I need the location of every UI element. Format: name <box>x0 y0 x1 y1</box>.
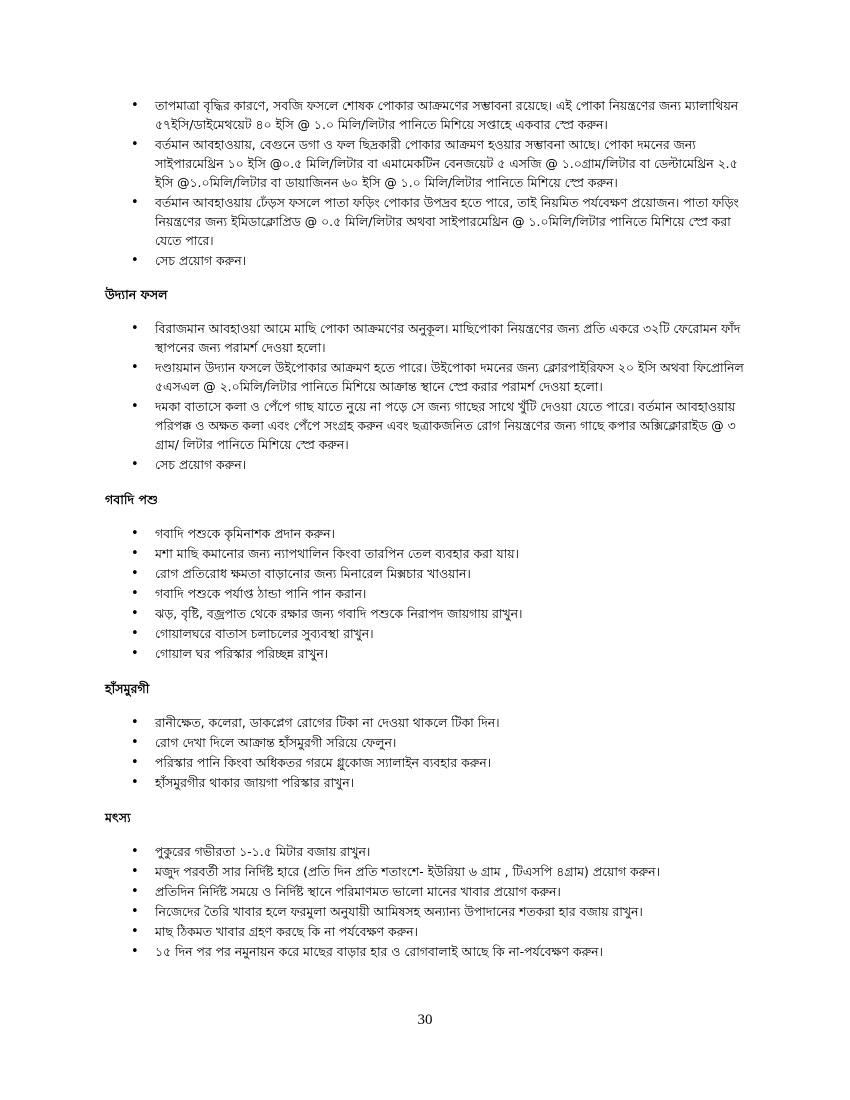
section-heading-livestock: গবাদি পশু <box>105 492 158 507</box>
list-item: • রোগ প্রতিরোধ ক্ষমতা বাড়ানোর জন্য মিনারেল মিক্সচার খাওয়ান। <box>155 564 745 583</box>
list-item: • দমকা বাতাসে কলা ও পেঁপে গাছ যাতে নুয়ে না পড়ে সে জন্য গাছের সাথে খুঁটি দেওয়া যেতে পারে। বর্তমান আবহাওয়ায় পরিপক্ক ও অক্ষত কলা এবং পেঁপে সংগ্রহ করুন এবং ছত্রাকজনিত রোগ নিয়ন্ত্রণের জন্য গাছে কপার অক্সিক্লোরাইড @ ৩ গ্রাম/ লিটার পানিতে মিশিয়ে স্প্রে করুন। <box>155 397 745 454</box>
list-item: • পরিস্কার পানি কিংবা অধিকতর গরমে গ্লুকোজ স্যালাইন ব্যবহার করুন। <box>155 753 745 772</box>
list-item: • প্রতিদিন নির্দিষ্ট সময়ে ও নির্দিষ্ট স্থানে পরিমাণমত ভালো মানের খাবার প্রয়োগ করুন। <box>155 882 745 901</box>
list-item: • বর্তমান আবহাওয়ায়, বেগুনে ডগা ও ফল ছিদ্রকারী পোকার আক্রমণ হওয়ার সম্ভাবনা আছে। পোকা দমনের জন্য সাইপারমেথ্রিন ১০ ইসি @০.৫ মিলি/লিটার বা এমামেকটিন বেনজয়েট ৫ এসজি @ ১.০গ্রাম/লিটার বা ডেল্টামেথ্রিন ২.৫ ইসি @১.০মিলি/লিটার বা ডায়াজিনন ৬০ ইসি @ ১.০ মিলি/লিটার পানিতে মিশিয়ে স্প্রে করুন। <box>155 135 745 192</box>
list-item: • তাপমাত্রা বৃদ্ধির কারণে, সবজি ফসলে শোষক পোকার আক্রমণের সম্ভাবনা রয়েছে। এই পোকা নিয়ন্ত্রণের জন্য ম্যালাথিয়ন ৫৭ইসি/ডাইমেথয়েট ৪০ ইসি @ ১.০ মিলি/লিটার পানিতে মিশিয়ে সপ্তাহে একবার স্প্রে করুন। <box>155 96 745 134</box>
list-item: • মাছ ঠিকমত খাবার গ্রহণ করছে কি না পর্যবেক্ষণ করুন। <box>155 922 745 941</box>
list-item: • গোয়ালঘরে বাতাস চলাচলের সুব্যবস্থা রাখুন। <box>155 624 745 643</box>
list-item: • মজুদ পরবর্তী সার নির্দিষ্ট হারে (প্রতি দিন প্রতি শতাংশে- ইউরিয়া ৬ গ্রাম , টিএসপি ৪গ্রাম) প্রয়োগ করুন। <box>155 862 745 881</box>
list-item: • রানীক্ষেত, কলেরা, ডাকপ্লেগ রোগের টিকা না দেওয়া থাকলে টিকা দিন। <box>155 713 745 732</box>
list-item: • মশা মাছি কমানোর জন্য ন্যাপথালিন কিংবা তারপিন তেল ব্যবহার করা যায়। <box>155 544 745 563</box>
horticulture-advice-list <box>0 319 850 474</box>
page-number: 30 <box>417 1012 433 1028</box>
vegetable-crop-advice-list <box>0 96 850 270</box>
poultry-advice-list <box>0 713 850 792</box>
list-item: • বিরাজমান আবহাওয়া আমে মাছি পোকা আক্রমণের অনুকূল। মাছিপোকা নিয়ন্ত্রণের জন্য প্রতি একরে ৩২টি ফেরোমন ফাঁদ স্থাপনের জন্য পরামর্শ দেওয়া হলো। <box>155 319 745 357</box>
list-item: • ১৫ দিন পর পর নমুনায়ন করে মাছের বাড়ার হার ও রোগবালাই আছে কি না-পর্যবেক্ষণ করুন। <box>155 942 745 961</box>
document-body <box>0 96 850 962</box>
fisheries-advice-list <box>0 842 850 961</box>
list-item: • সেচ প্রয়োগ করুন। <box>155 455 745 474</box>
list-item: • গবাদি পশুকে কৃমিনাশক প্রদান করুন। <box>155 524 745 543</box>
section-heading-horticulture: উদ্যান ফসল <box>105 287 168 302</box>
list-item: • হাঁসমুরগীর থাকার জায়গা পরিস্কার রাখুন। <box>155 773 745 792</box>
list-item: • নিজেদের তৈরি খাবার হলে ফরমুলা অনুযায়ী আমিষসহ অন্যান্য উপাদানের শতকরা হার বজায় রাখুন। <box>155 902 745 921</box>
section-heading-fisheries: মৎস্য <box>105 810 131 825</box>
list-item: • দণ্ডায়মান উদ্যান ফসলে উইপোকার আক্রমণ হতে পারে। উইপোকা দমনের জন্য ক্লোরপাইরিফস ২০ ইসি অথবা ফিপ্রোনিল ৫এসএল @ ২.০মিলি/লিটার পানিতে মিশিয়ে আক্রান্ত স্থানে স্প্রে করার পরামর্শ দেওয়া হলো। <box>155 358 745 396</box>
list-item: • বর্তমান আবহাওয়ায় ঢেঁড়স ফসলে পাতা ফড়িং পোকার উপদ্রব হতে পারে, তাই নিয়মিত পর্যবেক্ষণ প্রয়োজন। পাতা ফড়িং নিয়ন্ত্রণের জন্য ইমিডাক্লোপ্রিড @ ০.৫ মিলি/লিটার অথবা সাইপারমেথ্রিন @ ১.০মিলি/লিটার পানিতে মিশিয়ে স্প্রে করা যেতে পারে। <box>155 193 745 250</box>
list-item: • ঝড়, বৃষ্টি, বজ্রপাত থেকে রক্ষার জন্য গবাদি পশুকে নিরাপদ জায়গায় রাখুন। <box>155 604 745 623</box>
list-item: • পুকুরের গভীরতা ১-১.৫ মিটার বজায় রাখুন। <box>155 842 745 861</box>
list-item: • গবাদি পশুকে পর্যাপ্ত ঠান্ডা পানি পান করান। <box>155 584 745 603</box>
list-item: • গোয়াল ঘর পরিস্কার পরিচ্ছন্ন রাখুন। <box>155 644 745 663</box>
section-heading-poultry: হাঁসমুরগী <box>105 681 150 696</box>
list-item: • সেচ প্রয়োগ করুন। <box>155 251 745 270</box>
list-item: • রোগ দেখা দিলে আক্রান্ত হাঁসমুরগী সরিয়ে ফেলুন। <box>155 733 745 752</box>
livestock-advice-list <box>0 524 850 663</box>
